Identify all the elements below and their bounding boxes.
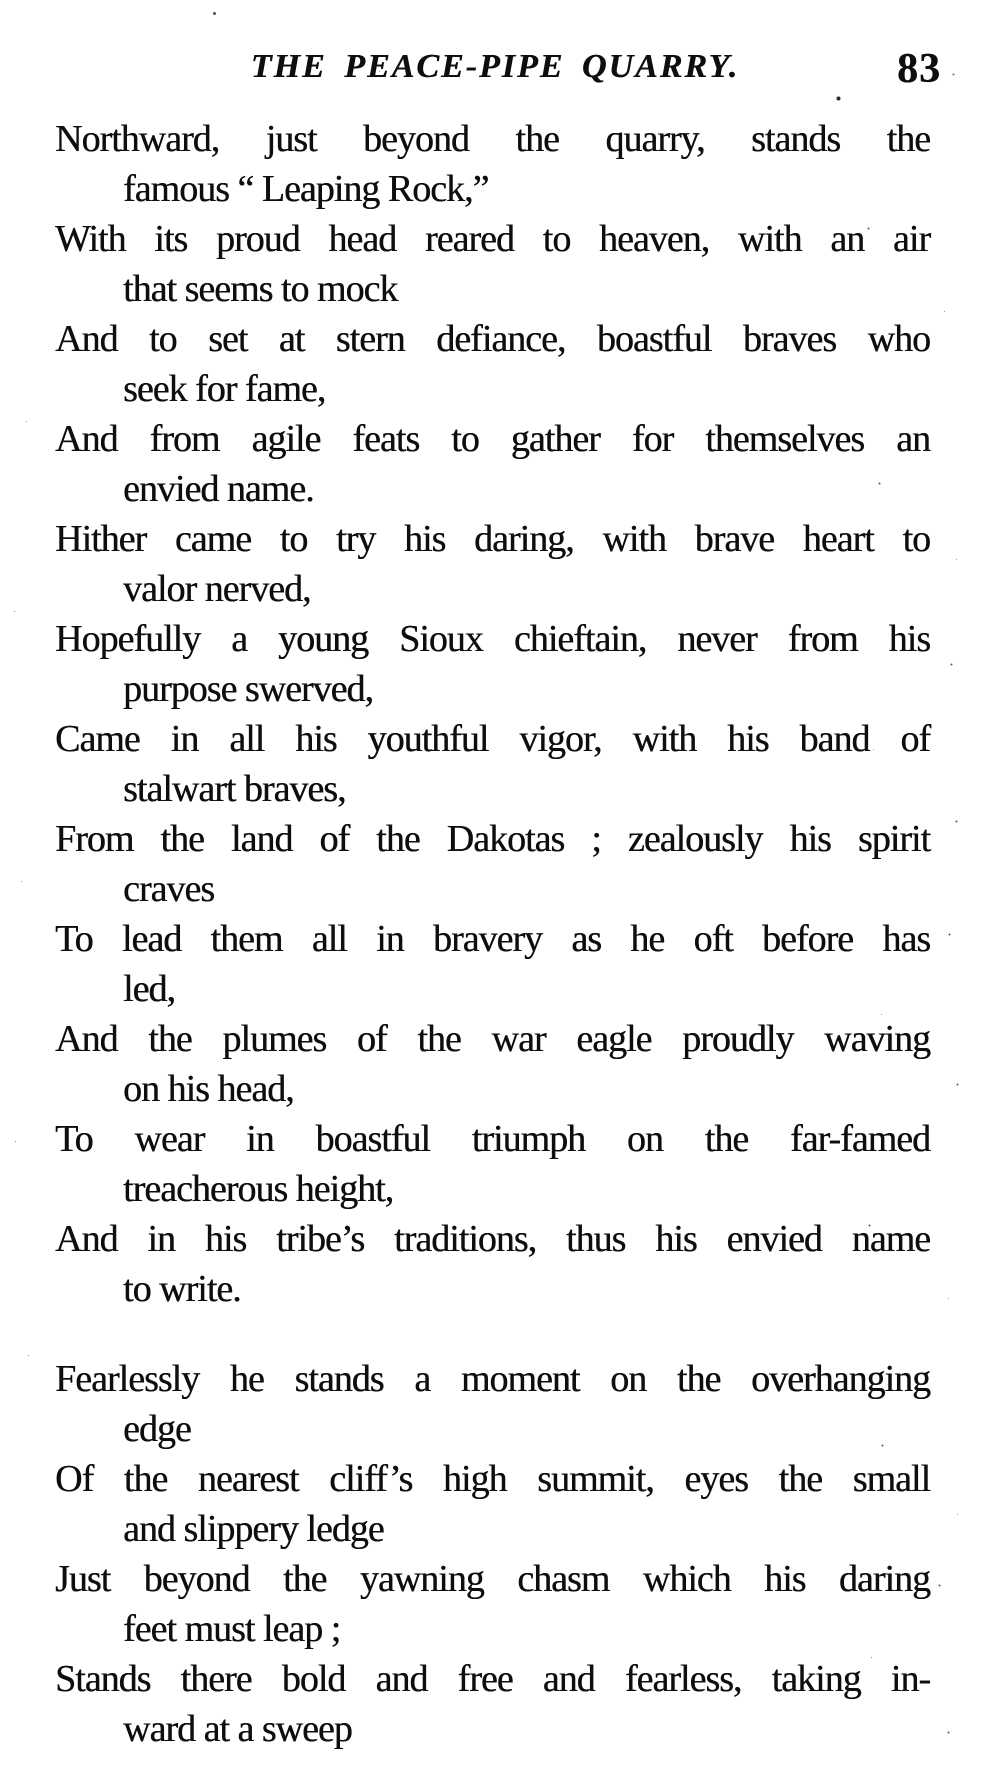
poem-line: [55, 1354, 930, 1454]
poem-line-first: And the plumes of the war eagle proudly waving: [55, 1018, 930, 1060]
poem-line-wrap: valor nerved,: [123, 568, 311, 610]
poem-line-first: To lead them all in bravery as he oft before has: [55, 918, 930, 960]
poem-line: [55, 514, 930, 614]
poem-line-wrap: ward at a sweep: [123, 1708, 352, 1750]
poem-line-first: And in his tribe’s traditions, thus his envied name: [55, 1218, 930, 1260]
poem-line: [55, 114, 930, 214]
poem-line: [55, 1114, 930, 1214]
scan-speckles: [0, 0, 3, 3]
poem-line: [55, 214, 930, 314]
poem-line-wrap: led,: [123, 968, 175, 1010]
poem-line-wrap: famous “ Leaping Rock,”: [123, 168, 489, 210]
poem-line-first: Stands there bold and free and fearless, taking in-: [55, 1658, 930, 1700]
poem-line-wrap: and slippery ledge: [123, 1508, 384, 1550]
poem-line-wrap: feet must leap ;: [123, 1608, 341, 1650]
poem-line-wrap: to write.: [123, 1268, 241, 1310]
poem-line-first: Of the nearest cliff’s high summit, eyes the small: [55, 1458, 930, 1500]
poem-line-first: Northward, just beyond the quarry, stands the: [55, 118, 930, 160]
poem-line: [55, 1654, 930, 1754]
poem-line-first: Fearlessly he stands a moment on the overhanging: [55, 1358, 930, 1400]
poem-line: [55, 1454, 930, 1554]
poem-line-wrap: treacherous height,: [123, 1168, 394, 1210]
poem-line: [55, 1214, 930, 1314]
poem-line-wrap: edge: [123, 1408, 191, 1450]
poem-line: [55, 614, 930, 714]
poem-line-first: Came in all his youthful vigor, with his band of: [55, 718, 930, 760]
poem-line-wrap: seek for fame,: [123, 368, 326, 410]
poem-line: [55, 314, 930, 414]
stanza: [55, 114, 930, 1314]
poem-line-wrap: craves: [123, 868, 215, 910]
poem-line-first: Hither came to try his daring, with brave heart to: [55, 518, 930, 560]
poem-line-wrap: envied name.: [123, 468, 314, 510]
poem-line: [55, 414, 930, 514]
poem-line-first: And to set at stern defiance, boastful braves who: [55, 318, 930, 360]
poem-line-first: To wear in boastful triumph on the far-famed: [55, 1118, 930, 1160]
poem-line-first: Just beyond the yawning chasm which his daring: [55, 1558, 930, 1600]
poem-line-first: And from agile feats to gather for themselves an: [55, 418, 930, 460]
poem-line-first: With its proud head reared to heaven, with an air: [55, 218, 930, 260]
running-header: [55, 46, 941, 92]
poem-line-wrap: that seems to mock: [123, 268, 398, 310]
poem-line: [55, 1554, 930, 1654]
poem-line: [55, 714, 930, 814]
poem: [55, 114, 930, 1754]
running-header-title: THE PEACE-PIPE QUARRY.: [250, 48, 740, 85]
poem-line-first: Hopefully a young Sioux chieftain, never from his: [55, 618, 930, 660]
stanza: [55, 1354, 930, 1754]
poem-line: [55, 814, 930, 914]
poem-line: [55, 914, 930, 1014]
page-number: 83: [897, 46, 941, 92]
poem-line-wrap: purpose swerved,: [123, 668, 373, 710]
poem-line: [55, 1014, 930, 1114]
poem-line-wrap: on his head,: [123, 1068, 294, 1110]
poem-line-wrap: stalwart braves,: [123, 768, 346, 810]
poem-line-first: From the land of the Dakotas ; zealously his spirit: [55, 818, 930, 860]
